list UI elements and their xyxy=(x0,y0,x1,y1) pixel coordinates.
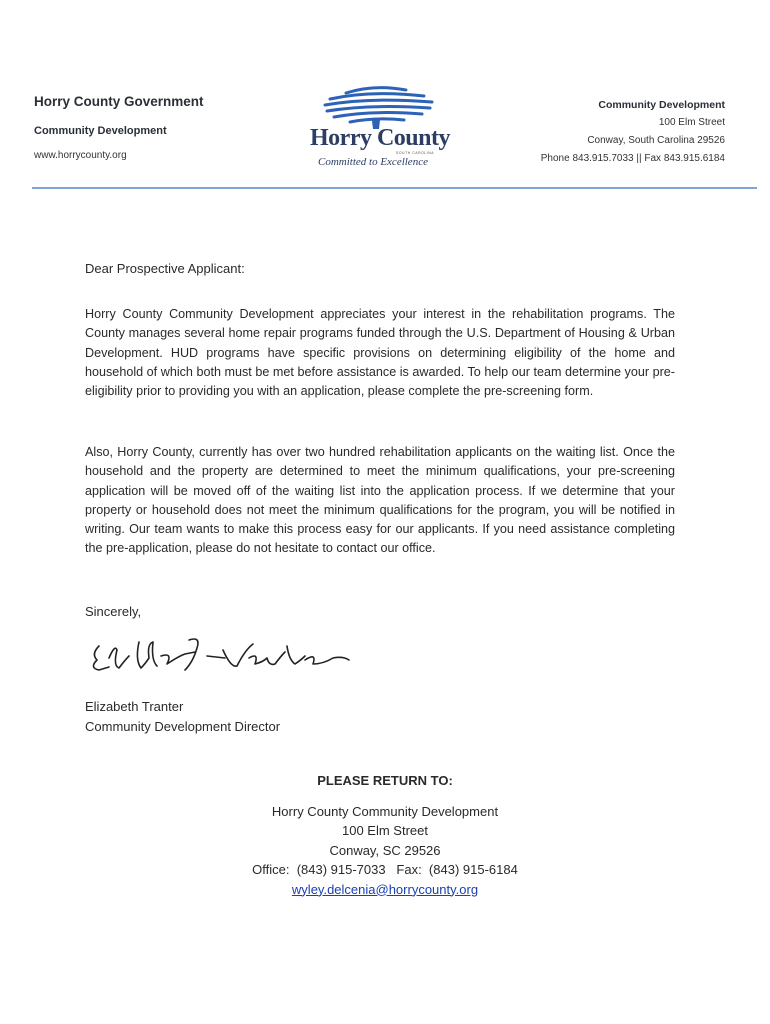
horry-county-logo xyxy=(306,80,456,180)
signer-name: Elizabeth Tranter xyxy=(85,699,184,714)
return-phones: Office: (843) 915-7033 Fax: (843) 915-6184 xyxy=(252,862,518,877)
return-heading: PLEASE RETURN TO: xyxy=(317,773,453,788)
return-city: Conway, SC 29526 xyxy=(329,842,441,858)
dept-name: Community Development xyxy=(34,125,167,137)
greeting: Dear Prospective Applicant: xyxy=(85,261,245,276)
return-address-block xyxy=(0,771,770,899)
street-address: 100 Elm Street xyxy=(658,117,725,128)
org-name: Horry County Government xyxy=(34,94,204,109)
letterhead-left xyxy=(34,94,204,161)
return-street: 100 Elm Street xyxy=(342,823,428,838)
return-org: Horry County Community Development xyxy=(271,803,499,819)
signature xyxy=(85,630,385,680)
tree-icon xyxy=(306,80,456,130)
phone-fax: Phone 843.915.7033 || Fax 843.915.6184 xyxy=(540,153,725,164)
city-state-zip: Conway, South Carolina 29526 xyxy=(587,135,725,146)
website-link[interactable]: www.horrycounty.org xyxy=(34,150,127,161)
signer-block xyxy=(85,697,280,737)
closing: Sincerely, xyxy=(85,604,142,619)
paragraph-2: Also, Horry County, currently has over two hundred rehabilitation applicants on the waiting list. Once the household and the property are determined to meet the minimum qualifications, your pre-screening application will be moved off of the waiting list into the application process. If we determine that your property or household does not meet the minimum qualifications for the program, you will be notified in writing. Our team wants to make this process easy for our applicants. If you need assistance completing the pre-application, please do not hesitate to contact our office. xyxy=(85,445,675,556)
signer-title: Community Development Director xyxy=(85,719,281,734)
logo-subtitle: SOUTH CAROLINA xyxy=(396,151,435,155)
dept-title: Community Development xyxy=(598,99,725,111)
logo-motto: Committed to Excellence xyxy=(318,156,428,168)
return-email-link[interactable]: wyley.delcenia@horrycounty.org xyxy=(291,881,479,897)
paragraph-1: Horry County Community Development appreciates your interest in the rehabilitation programs. The County manages several home repair programs funded through the U.S. Department of Housing & Urban Development. HUD programs have specific provisions on determining eligibility of the home and household of which both must be met before assistance is awarded. To help our team determine your pre-eligibility prior to providing you with an application, please complete the pre-screening form. xyxy=(85,307,675,399)
header-divider xyxy=(32,187,757,189)
letterhead-right xyxy=(541,96,725,168)
logo-wordmark: Horry County xyxy=(310,125,450,151)
